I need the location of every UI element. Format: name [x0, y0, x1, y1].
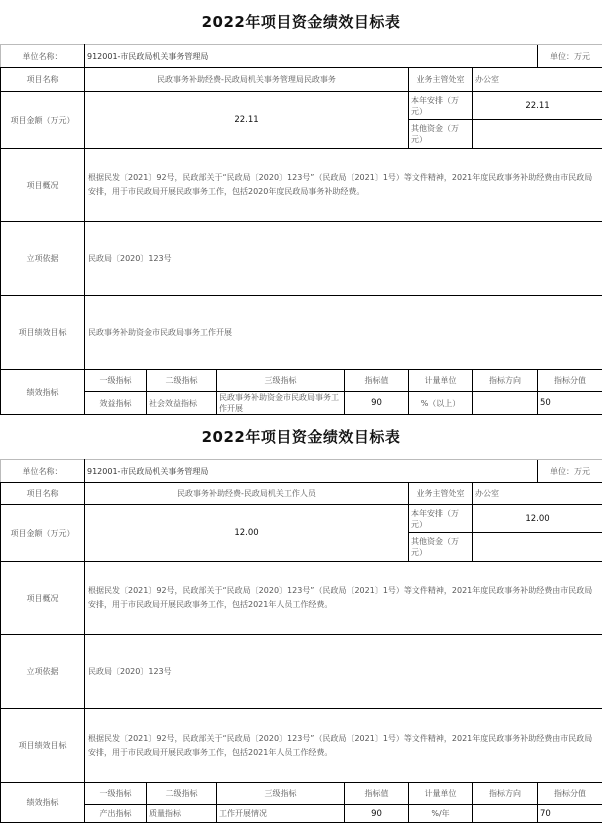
indicator-cell: [473, 805, 538, 823]
indicator-cell: 效益指标: [85, 392, 147, 415]
unit-value: 912001-市民政局机关事务管理局: [85, 45, 409, 68]
basis-label: 项目概况: [1, 149, 85, 222]
header-cell: 指标分值: [538, 370, 602, 392]
dept-label: 业务主管处室: [409, 68, 473, 92]
header-cell: 一级指标: [85, 783, 147, 805]
table-title: 2022年项目资金绩效目标表: [201, 428, 401, 446]
budget-value: 12.00: [85, 505, 409, 562]
header-cell: 指标分值: [538, 783, 602, 805]
unit-row: [1, 45, 602, 68]
indicator-cell: %/年: [409, 805, 473, 823]
project-name-row: [1, 68, 602, 92]
header-cell: 一级指标: [85, 370, 147, 392]
indicator-cell: 质量指标: [147, 805, 217, 823]
other-label: 其他资金（万元）: [409, 533, 473, 562]
other-value: [473, 120, 602, 149]
budget-row: [1, 505, 602, 533]
goal-text: 根据民发〔2021〕92号，民政部关于“民政局〔2020〕123号”（民政局〔2021〕1号）等文件精神，2021年度民政事务补助经费由市民政局安排，用于市民政局开展民政事务工作，包括2021年人员工作经费。: [85, 709, 602, 783]
goal-text: 民政事务补助资金市民政局事务工作开展: [85, 296, 602, 370]
policy-text: 民政局〔2020〕123号: [85, 222, 602, 296]
unit-value: 912001-市民政局机关事务管理局: [85, 460, 409, 483]
policy-row: [1, 222, 602, 296]
goal-row: [1, 709, 602, 783]
header-cell: 指标方向: [473, 370, 538, 392]
unit-money: 单位：万元: [538, 460, 602, 483]
basis-text: 根据民发〔2021〕92号，民政部关于“民政局〔2020〕123号”（民政局〔2021〕1号）等文件精神，2021年度民政事务补助经费由市民政局安排，用于市民政局开展民政事务工作，包括2021年人员工作经费。: [85, 562, 602, 635]
indicator-header-row: [1, 783, 602, 805]
budget-label: 项目金额（万元）: [1, 92, 85, 149]
unit-label: 单位名称：: [1, 45, 85, 68]
indicator-label: 绩效指标: [1, 783, 85, 823]
header-cell: 三级指标: [217, 370, 345, 392]
header-cell: 指标值: [345, 370, 409, 392]
dept-value: 办公室: [473, 483, 602, 505]
table-row: [1, 805, 602, 823]
policy-label: 立项依据: [1, 222, 85, 296]
policy-row: [1, 635, 602, 709]
header-cell: 计量单位: [409, 370, 473, 392]
indicator-cell: %（以上）: [409, 392, 473, 415]
policy-label: 立项依据: [1, 635, 85, 709]
table-row: [1, 392, 602, 415]
indicator-header-row: [1, 370, 602, 392]
basis-label: 项目概况: [1, 562, 85, 635]
header-cell: 指标值: [345, 783, 409, 805]
indicator-cell: 产出指标: [85, 805, 147, 823]
header-cell: 指标方向: [473, 783, 538, 805]
goal-table: [0, 44, 602, 415]
budget-row: [1, 92, 602, 120]
indicator-cell: 工作开展情况: [217, 805, 345, 823]
goal-table: [0, 459, 602, 823]
unit-row: [1, 460, 602, 483]
current-value: 22.11: [473, 92, 602, 120]
project-name-label: 项目名称: [1, 68, 85, 92]
indicator-cell: [473, 392, 538, 415]
header-cell: 三级指标: [217, 783, 345, 805]
indicator-cell: 民政事务补助资金市民政局事务工作开展: [217, 392, 345, 415]
current-value: 12.00: [473, 505, 602, 533]
project-name-row: [1, 483, 602, 505]
budget-value: 22.11: [85, 92, 409, 149]
table-title: 2022年项目资金绩效目标表: [201, 13, 401, 31]
indicator-cell: 50: [538, 392, 602, 415]
project-name-value: 民政事务补助经费-民政局机关事务管理局民政事务: [85, 68, 409, 92]
current-label: 本年安排（万元）: [409, 505, 473, 533]
goal-label: 项目绩效目标: [1, 296, 85, 370]
project-name-value: 民政事务补助经费-民政局机关工作人员: [85, 483, 409, 505]
header-cell: 二级指标: [147, 783, 217, 805]
budget-label: 项目金额（万元）: [1, 505, 85, 562]
unit-label: 单位名称：: [1, 460, 85, 483]
indicator-cell: 90: [345, 805, 409, 823]
other-label: 其他资金（万元）: [409, 120, 473, 149]
performance-table-2: [0, 415, 602, 823]
indicator-cell: 70: [538, 805, 602, 823]
current-label: 本年安排（万元）: [409, 92, 473, 120]
goal-label: 项目绩效目标: [1, 709, 85, 783]
policy-text: 民政局〔2020〕123号: [85, 635, 602, 709]
header-cell: 计量单位: [409, 783, 473, 805]
other-value: [473, 533, 602, 562]
project-name-label: 项目名称: [1, 483, 85, 505]
basis-row: [1, 149, 602, 222]
goal-row: [1, 296, 602, 370]
basis-row: [1, 562, 602, 635]
dept-value: 办公室: [473, 68, 602, 92]
indicator-label: 绩效指标: [1, 370, 85, 415]
header-cell: 二级指标: [147, 370, 217, 392]
unit-money: 单位：万元: [538, 45, 602, 68]
indicator-cell: 社会效益指标: [147, 392, 217, 415]
dept-label: 业务主管处室: [409, 483, 473, 505]
basis-text: 根据民发〔2021〕92号，民政部关于“民政局〔2020〕123号”（民政局〔2021〕1号）等文件精神，2021年度民政事务补助经费由市民政局安排，用于市民政局开展民政事务工作，包括2020年度民政局事务补助经费。: [85, 149, 602, 222]
indicator-cell: 90: [345, 392, 409, 415]
